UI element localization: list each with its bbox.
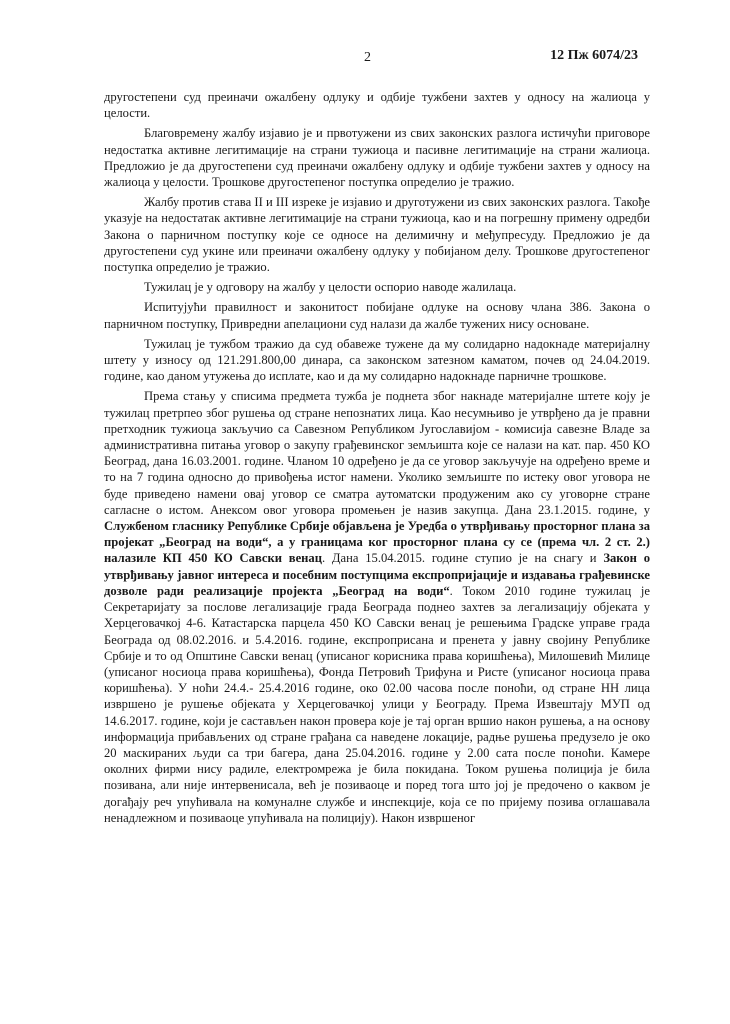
paragraph-7-bold-2: Закон о утврђивању јавног интереса и посебним поступцима експропријације и издавања грађевинске дозволе ради реализације пројекта „Београд на води“: [104, 551, 650, 598]
paragraph-7-part-3: . Током 2010 године тужилац је Секретаријату за послове легализације града Београда поднео захтев за легализацију објеката у Херцеговачкој 4-6. Катастарска парцела 450 КО Савски венац је решењима Градске управе града Београда од 08.02.2016. и 5.4.2016. године, експроприсана и пренета у јавну својину Републике Србије и то од Општине Савски венац (уписаног корисника права коришћења), Милошевић Милице (уписаног носиоца права коришћења), Фонда Петровић Трифуна и Ристе (уписаног носиоца права коришћења). У ноћи 24.4.- 25.4.2016 године, око 02.00 часова после поноћи, од стране НН лица извршено је рушење објеката у Херцеговачкој улици у Београду. Према Извештају МУП од 14.6.2017. године, који је састављен након провера које је тај орган вршио након рушења, а на основу информација прибављених од стране грађана са наведене локације, радње рушења предузело је око 20 маскираних људи са три багера, дана 25.04.2016. године у 2.00 сата после поноћи. Камере околних фирми нису радиле, електромрежа је била покидана. Током рушења полиција је била позивана, али није интервенисала, већ је позиваоце и поред тога што јој је предочено о каквом је догађају реч упућивала на комуналне службе и инспекције, која се по пријему позива оглашавала ненадлежном и позиваоце упућивала на полицију). Након извршеног: [104, 583, 650, 825]
paragraph-7-part-1: Према стању у списима предмета тужба је поднета због накнаде материјалне штете коју је тужилац претрпео због рушења од стране непознатих лица. Као несумњиво је утврђено да је правни претходник тужиоца закључио са Савезном Републиком Југославијом - комисија савезне Владе за административна питања уговор о закупу грађевинског земљишта које се налази на кат. пар. 450 КО Београд, дана 16.03.2001. године. Чланом 10 одређено је да се уговор закључује на одређено време и то на 7 година односно до привођења истог намени. Уколико земљиште по истеку овог уговора не буде приведено намени овај уговор се сматра аутоматски продуженим ако су уговорне стране сагласне о истом. Анексом овог уговора промењен је назив закупца. Дана 23.1.2015. године, у: [104, 389, 650, 517]
paragraph-2: Благовремену жалбу изјавио је и првотужени из свих законских разлога истичући приговоре недостатка активне легитимације на страни тужиоца и пасивне легитимације на страни жалиоца. Предложио је да другостепени суд преиначи ожалбену одлуку и одбије тужбени захтев у односу на жалиоца у целости. Трошкове другостепеног поступка определио је тражио.: [104, 126, 650, 190]
paragraph-1: другостепени суд преиначи ожалбену одлуку и одбије тужбени захтев у односу на жалиоца у целости.: [104, 90, 650, 121]
page-number: 2: [364, 50, 371, 65]
paragraph-6: Тужилац је тужбом тражио да суд обавеже тужене да му солидарно надокнаде материјалну штету у износу од 121.291.800,00 динара, са законском затезном каматом, почев од 24.04.2019. године, као даном утужења до исплате, као и да му солидарно надокнаде парничне трошкове.: [104, 336, 650, 384]
paragraph-7: [104, 388, 650, 825]
paragraph-3: Жалбу против става II и III изреке је изјавио и друготужени из свих законских разлога. Такође указује на недостатак активне легитимације на страни тужиоца, као и на погрешну примену одредби Закона о парничном поступку које се односе на делимичну и међупресуду. Предложио је да другостепени суд укине или преиначи ожалбену одлуку у побијаном делу. Трошкове другостепеног поступка определио је тражио.: [104, 195, 650, 275]
case-number: 12 Пж 6074/23: [550, 48, 638, 63]
paragraph-7-bold-1: Службеном гласнику Републике Србије објављена је Уредба о утврђивању просторног плана за пројекат „Београд на води“, а у границама ког просторног плана су се (према чл. 2 ст. 2.) налазиле КП 450 КО Савски венац: [104, 519, 650, 566]
paragraph-5: Испитујући правилност и законитост побијане одлуке на основу члана 386. Закона о парничном поступку, Привредни апелациони суд налази да жалбе тужених нису основане.: [104, 300, 650, 331]
paragraph-4: Тужилац је у одговору на жалбу у целости оспорио наводе жалилаца.: [144, 280, 517, 295]
document-body: [104, 89, 650, 830]
paragraph-7-part-2: . Дана 15.04.2015. године ступио је на снагу и: [322, 551, 604, 566]
